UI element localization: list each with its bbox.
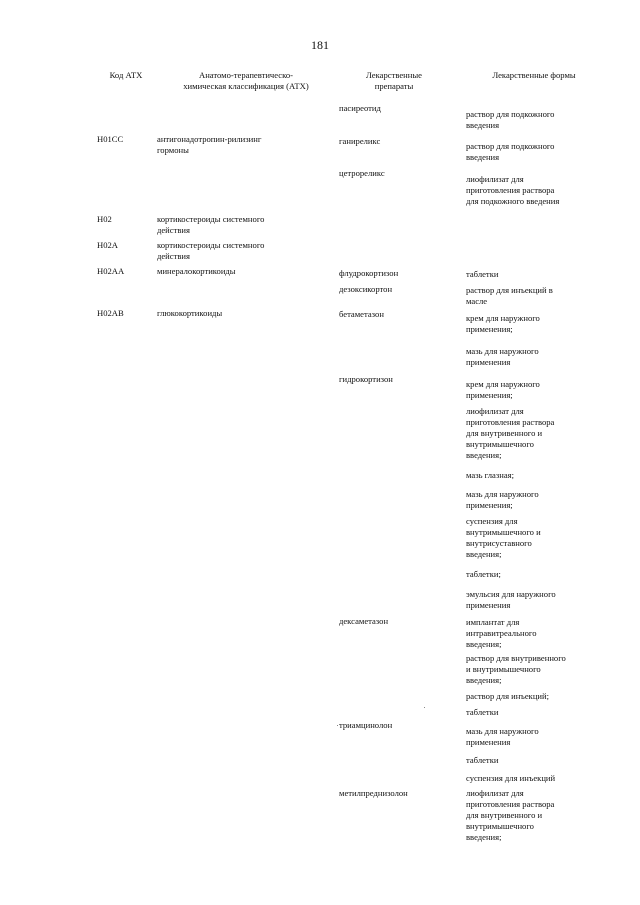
form-line: применения;: [466, 390, 513, 400]
form-line: мазь для наружного: [466, 346, 539, 356]
form-line: таблетки: [466, 755, 499, 765]
header-classification: [158, 70, 334, 92]
form-line: раствор для внутривенного: [466, 653, 566, 663]
atc-code-h01cc: H01CC: [97, 134, 124, 144]
form-line: введения;: [466, 639, 502, 649]
form-line: лиофилизат для: [466, 174, 524, 184]
drug-desoxycortone: дезоксикортон: [339, 284, 393, 294]
atc-code-h02a: H02A: [97, 240, 119, 250]
form-line: раствор для инъекций;: [466, 691, 550, 701]
form-dexamethasone-tablets: [466, 707, 498, 718]
form-line: внутримышечного и: [466, 527, 541, 537]
form-line: раствор для подкожного: [466, 141, 555, 151]
form-line: введения;: [466, 675, 502, 685]
header-drugs-line: Лекарственные: [366, 70, 422, 80]
form-pasireotide: [466, 109, 554, 131]
form-line: приготовления раствора: [466, 185, 555, 195]
form-line: введения;: [466, 450, 502, 460]
form-line: введения: [466, 152, 500, 162]
atc-code-h02ab: H02AB: [97, 308, 124, 318]
form-line: для подкожного введения: [466, 196, 560, 206]
form-line: мазь для наружного: [466, 726, 539, 736]
form-line: введения;: [466, 549, 502, 559]
form-line: для внутривенного и: [466, 428, 543, 438]
drug-triamcinolone: триамцинолон: [339, 720, 393, 730]
classification-line: действия: [157, 225, 190, 235]
form-hydrocortisone-cream: [466, 379, 540, 401]
form-methylprednisolone-lyophilisate: [466, 788, 554, 843]
form-line: лиофилизат для: [466, 406, 524, 416]
form-line: применения: [466, 600, 511, 610]
drug-betamethasone: бетаметазон: [339, 309, 384, 319]
page-number: 181: [311, 38, 329, 52]
form-line: таблетки;: [466, 569, 501, 579]
form-line: интравитреального: [466, 628, 537, 638]
form-line: раствор для подкожного: [466, 109, 555, 119]
form-hydrocortisone-emulsion: [466, 589, 556, 611]
form-line: применения;: [466, 500, 513, 510]
header-drugs: [349, 70, 439, 92]
form-triamcinolone-tablets: [466, 755, 498, 766]
form-betamethasone-ointment: [466, 346, 539, 368]
form-line: применения: [466, 357, 511, 367]
scan-speck: [337, 725, 338, 726]
form-line: суспензия для: [466, 516, 518, 526]
form-betamethasone-cream: [466, 313, 540, 335]
form-line: применения;: [466, 324, 513, 334]
form-line: таблетки: [466, 269, 499, 279]
form-hydrocortisone-tablets: [466, 569, 501, 580]
form-hydrocortisone-ointment: [466, 489, 539, 511]
header-classification-line: химическая классификация (АТХ): [183, 81, 309, 91]
form-line: имплантат для: [466, 617, 520, 627]
classification-h02a: [157, 240, 264, 262]
form-line: и внутримышечного: [466, 664, 541, 674]
form-line: эмульсия для наружного: [466, 589, 556, 599]
form-line: применения: [466, 737, 511, 747]
drug-dexamethasone: дексаметазон: [339, 616, 389, 626]
form-cetrorelix: [466, 174, 559, 207]
classification-h02: [157, 214, 264, 236]
form-line: введения: [466, 120, 500, 130]
header-drugs-line: препараты: [374, 81, 414, 91]
classification-h02ab: глюкокортикоиды: [157, 308, 223, 318]
drug-fludrocortisone: флудрокортизон: [339, 268, 399, 278]
drug-pasireotide: пасиреотид: [339, 103, 381, 113]
form-hydrocortisone-eye-ointment: [466, 470, 514, 481]
form-line: таблетки: [466, 707, 499, 717]
form-line: суспензия для инъекций: [466, 773, 556, 783]
header-classification-line: Анатомо-терапевтическо-: [198, 70, 293, 80]
form-hydrocortisone-suspension: [466, 516, 541, 560]
form-line: крем для наружного: [466, 313, 540, 323]
form-line: мазь глазная;: [466, 470, 514, 480]
form-line: приготовления раствора: [466, 799, 555, 809]
header-code: Код АТХ: [109, 70, 143, 80]
classification-line: кортикостероиды системного: [157, 240, 265, 250]
header-forms: Лекарственные формы: [492, 70, 576, 80]
classification-h01cc: [157, 134, 261, 156]
form-line: введения;: [466, 832, 502, 842]
drug-hydrocortisone: гидрокортизон: [339, 374, 393, 384]
drug-methylprednisolone: метилпреднизолон: [339, 788, 408, 798]
form-line: лиофилизат для: [466, 788, 524, 798]
classification-line: кортикостероиды системного: [157, 214, 265, 224]
drug-cetrorelix: цетрореликс: [339, 168, 385, 178]
form-line: мазь для наружного: [466, 489, 539, 499]
classification-line: антигонадотропин-рилизинг: [157, 134, 262, 144]
form-fludrocortisone: [466, 269, 498, 280]
atc-code-h02aa: H02AA: [97, 266, 125, 276]
form-line: масле: [466, 296, 488, 306]
form-dexamethasone-implant: [466, 617, 537, 650]
form-triamcinolone-suspension: [466, 773, 555, 784]
form-line: внутрисуставного: [466, 538, 532, 548]
form-line: внутримышечного: [466, 821, 534, 831]
form-line: крем для наружного: [466, 379, 540, 389]
form-line: для внутривенного и: [466, 810, 543, 820]
scan-speck: [424, 707, 425, 708]
classification-line: гормоны: [157, 145, 189, 155]
drug-ganirelix: ганиреликс: [339, 136, 381, 146]
classification-line: действия: [157, 251, 190, 261]
classification-h02aa: минералокортикоиды: [157, 266, 236, 276]
form-dexamethasone-injection: [466, 691, 549, 702]
form-ganirelix: [466, 141, 554, 163]
form-line: приготовления раствора: [466, 417, 555, 427]
form-line: раствор для инъекций в: [466, 285, 553, 295]
form-hydrocortisone-lyophilisate: [466, 406, 554, 461]
form-dexamethasone-solution: [466, 653, 566, 686]
form-line: внутримышечного: [466, 439, 534, 449]
form-desoxycortone: [466, 285, 553, 307]
atc-code-h02: H02: [97, 214, 112, 224]
form-triamcinolone-ointment: [466, 726, 539, 748]
